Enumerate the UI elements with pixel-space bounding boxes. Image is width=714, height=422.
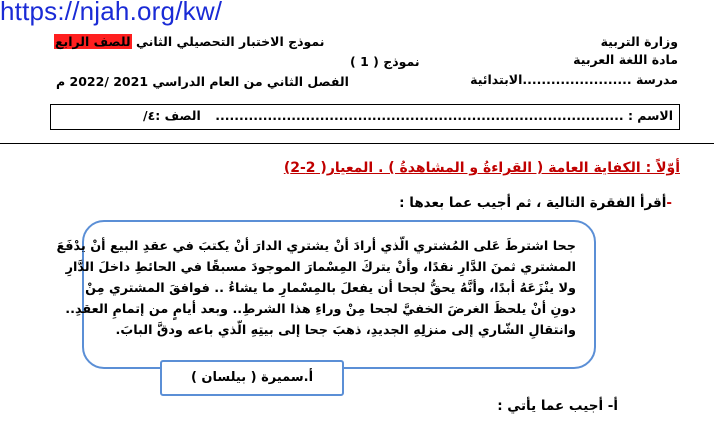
author-credit: أ.سميرة ( بيلسان ) <box>160 360 344 396</box>
subject-label: مادة اللغة العربية <box>573 52 678 67</box>
divider-line <box>0 143 714 144</box>
school-line <box>470 72 678 87</box>
grade-highlight: للصف الرابع <box>55 34 131 49</box>
semester-label: الفصل الثاني من العام الدراسي 2021 /2022 م <box>56 74 349 89</box>
passage-line: دونِ أنْ يلحظَ الغرضَ الخفيَّ لجحا مِنْ وراءِ هذا الشرطِ.. وبعد أيامٍ من إتمامِ العقدِ.. <box>65 302 576 317</box>
class-field-label[interactable]: الصف :٤/ <box>143 108 201 123</box>
school-suffix: الابتدائية <box>470 72 523 87</box>
passage-line: وانتقالِ الشّاري إلى منزلِهِ الجديدِ، ذهبَ جحا إلى بيتِهِ الّذي باعه ودقَّ البابَ. <box>115 323 576 338</box>
name-field-label[interactable]: الاسم : ...................................................................................... <box>215 108 673 123</box>
student-info-box <box>50 104 680 130</box>
instruction: -أقرأ الفقرة التالية ، ثم أجيب عما بعدها : <box>399 195 672 211</box>
ministry-label: وزارة التربية <box>600 34 678 49</box>
passage-text <box>56 236 576 341</box>
source-url[interactable]: https://njah.org/kw/ <box>0 0 223 26</box>
school-prefix: مدرسة ....................... <box>522 72 678 87</box>
passage-bubble <box>56 220 596 369</box>
section-title: أوّلاً : الكفاية العامة ( القراءةُ و المشاهدةُ ) . المعيار( 2-2) <box>283 160 680 176</box>
question-heading: أ- أجيب عما يأتي : <box>497 398 618 414</box>
exam-page <box>50 30 680 422</box>
passage-line: المشتري ثمنَ الدَّارِ نقدًا، وأنْ يتركَ المِسْمارَ الموجودَ مسبقًا في الحائطِ داخلَ الدَّارِ <box>65 260 576 275</box>
passage-line: ولا ينْزَعَهُ أبدًا، وأنَّهُ يحقُّ لجحا أن يفعلَ بالمِسْمارِ ما يشاءُ .. فوافقَ المشتري مِنْ <box>85 281 576 296</box>
exam-title-prefix: نموذج الاختبار التحصيلي الثاني <box>135 34 325 49</box>
model-number: نموذج ( 1 ) <box>350 54 420 69</box>
exam-title <box>54 34 324 49</box>
passage-line: جحا اشترطَ عَلى المُشتري الّذي أرادَ أنْ يشتري الدارَ أنْ يكتبَ في عقدِ البيع أنْ يدْفَعَ <box>56 239 576 254</box>
